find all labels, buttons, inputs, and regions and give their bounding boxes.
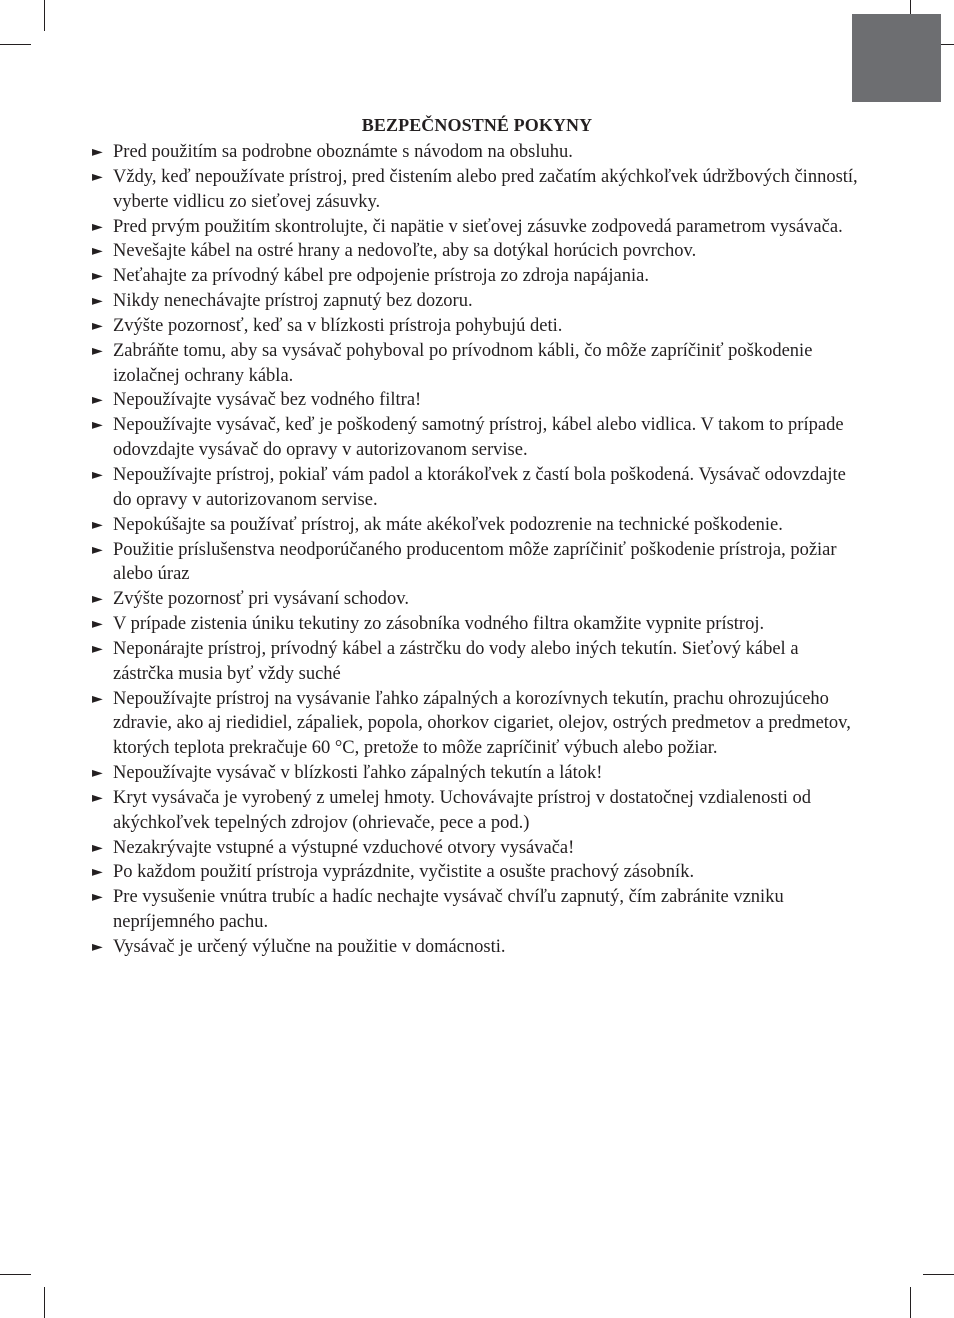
list-item bbox=[92, 463, 862, 513]
list-item bbox=[92, 388, 862, 413]
list-item bbox=[92, 215, 862, 240]
list-item-text: Zvýšte pozornosť, keď sa v blízkosti prístroja pohybujú deti. bbox=[113, 315, 563, 336]
list-item bbox=[92, 165, 862, 215]
list-item bbox=[92, 538, 862, 588]
list-item bbox=[92, 761, 862, 786]
list-item-text: Vysávač je určený výlučne na použitie v domácnosti. bbox=[113, 937, 506, 957]
bullet-arrow-icon: ► bbox=[92, 392, 103, 409]
list-item bbox=[92, 860, 862, 885]
list-item bbox=[92, 314, 862, 339]
list-item bbox=[92, 339, 862, 389]
list-item bbox=[92, 612, 862, 637]
bullet-arrow-icon: ► bbox=[92, 541, 103, 558]
list-item-text: Kryt vysávača je vyrobený z umelej hmoty. Uchovávajte prístroj v dostatočnej vzdialenosti od akýchkoľvek tepelných zdrojov (ohrievače, pece a pod.) bbox=[113, 787, 812, 833]
bullet-arrow-icon: ► bbox=[92, 243, 103, 260]
crop-mark-top-left-horizontal bbox=[0, 44, 31, 45]
language-tab-block bbox=[852, 14, 941, 102]
list-item bbox=[92, 637, 862, 687]
bullet-arrow-icon: ► bbox=[92, 939, 103, 955]
bullet-arrow-icon: ► bbox=[92, 889, 103, 906]
list-item bbox=[92, 264, 862, 289]
bullet-arrow-icon: ► bbox=[92, 342, 103, 359]
bullet-arrow-icon: ► bbox=[92, 591, 103, 608]
list-item-text: Zabráňte tomu, aby sa vysávač pohyboval po prívodnom kábli, čo môže zapríčiniť poškodenie izolačnej ochrany kábla. bbox=[113, 340, 813, 386]
list-item bbox=[92, 239, 862, 264]
crop-mark-top-left-vertical bbox=[44, 0, 45, 31]
bullet-arrow-icon: ► bbox=[92, 293, 103, 310]
bullet-arrow-icon: ► bbox=[92, 616, 103, 633]
list-item bbox=[92, 289, 862, 314]
list-item bbox=[92, 935, 862, 960]
list-item bbox=[92, 687, 862, 762]
crop-mark-bottom-left-vertical bbox=[44, 1287, 45, 1318]
list-item-text: Nepoužívajte vysávač, keď je poškodený samotný prístroj, kábel alebo vidlica. V takom to prípade odovzdajte vysávač do opravy v autorizovanom servise. bbox=[113, 415, 844, 461]
list-item-text: Neťahajte za prívodný kábel pre odpojenie prístroja zo zdroja napájania. bbox=[113, 266, 649, 287]
list-item-text: Nepoužívajte prístroj na vysávanie ľahko zápalných a korozívnych tekutín, prachu ohrozujúceho zdravie, ako aj riedidiel, zápaliek, popola, ohorkov cigariet, olejov, ostrých predmetov a predmetov, ktorých teplota prekračuje 60 °C, pretože to môže zapríčiniť výbuch alebo požiar. bbox=[113, 688, 851, 759]
list-item bbox=[92, 513, 862, 538]
list-item-text: Zvýšte pozornosť pri vysávaní schodov. bbox=[113, 589, 409, 610]
list-item-text: Pre vysušenie vnútra trubíc a hadíc nechajte vysávač chvíľu zapnutý, čím zabránite vzniku nepríjemného pachu. bbox=[113, 887, 784, 933]
bullet-arrow-icon: ► bbox=[92, 765, 103, 782]
bullet-arrow-icon: ► bbox=[92, 268, 103, 285]
list-item-text: Nepoužívajte prístroj, pokiaľ vám padol a ktorákoľvek z častí bola poškodená. Vysávač odovzdajte do opravy v autorizovanom servise. bbox=[113, 464, 846, 510]
crop-mark-bottom-right-horizontal bbox=[923, 1274, 954, 1275]
bullet-arrow-icon: ► bbox=[92, 640, 103, 657]
list-item-text: Nikdy nenechávajte prístroj zapnutý bez dozoru. bbox=[113, 291, 473, 312]
list-item-text: V prípade zistenia úniku tekutiny zo zásobníka vodného filtra okamžite vypnite prístroj. bbox=[113, 614, 765, 635]
bullet-arrow-icon: ► bbox=[92, 690, 103, 707]
list-item-text: Nepokúšajte sa používať prístroj, ak máte akékoľvek podozrenie na technické poškodenie. bbox=[113, 514, 783, 535]
crop-mark-bottom-left-horizontal bbox=[0, 1274, 31, 1275]
instruction-list bbox=[92, 140, 862, 960]
list-item-text: Po každom použití prístroja vyprázdnite, vyčistite a osušte prachový zásobník. bbox=[113, 862, 695, 883]
bullet-arrow-icon: ► bbox=[92, 317, 103, 334]
list-item-text: Pred prvým použitím skontrolujte, či napätie v sieťovej zásuvke zodpovedá parametrom vysávača. bbox=[113, 216, 843, 237]
list-item bbox=[92, 786, 862, 836]
bullet-arrow-icon: ► bbox=[92, 144, 103, 160]
list-item bbox=[92, 140, 862, 165]
page-title: BEZPEČNOSTNÉ POKYNY bbox=[361, 115, 593, 135]
list-item-text: Nezakrývajte vstupné a výstupné vzduchové otvory vysávača! bbox=[113, 837, 575, 858]
list-item bbox=[92, 413, 862, 463]
bullet-arrow-icon: ► bbox=[92, 839, 103, 856]
list-item-text: Pred použitím sa podrobne oboznámte s návodom na obsluhu. bbox=[113, 142, 573, 162]
list-item-text: Nevešajte kábel na ostré hrany a nedovoľte, aby sa dotýkal horúcich povrchov. bbox=[113, 241, 697, 262]
bullet-arrow-icon: ► bbox=[92, 516, 103, 533]
list-item-text: Neponárajte prístroj, prívodný kábel a zástrčku do vody alebo iných tekutín. Sieťový kábel a zástrčka musia byť vždy suché bbox=[113, 638, 799, 684]
list-item-text: Vždy, keď nepoužívate prístroj, pred čistením alebo pred začatím akýchkoľvek údržbových činností, vyberte vidlicu zo sieťovej zásuvky. bbox=[113, 166, 858, 212]
safety-instructions-section bbox=[92, 113, 862, 960]
list-item-text: Použitie príslušenstva neodporúčaného producentom môže zapríčiniť poškodenie prístroja, požiar alebo úraz bbox=[113, 539, 837, 585]
bullet-arrow-icon: ► bbox=[92, 218, 103, 235]
list-item bbox=[92, 885, 862, 935]
bullet-arrow-icon: ► bbox=[92, 417, 103, 434]
bullet-arrow-icon: ► bbox=[92, 466, 103, 483]
bullet-arrow-icon: ► bbox=[92, 864, 103, 881]
bullet-arrow-icon: ► bbox=[92, 789, 103, 806]
list-item bbox=[92, 587, 862, 612]
list-item bbox=[92, 836, 862, 861]
list-item-text: Nepoužívajte vysávač bez vodného filtra! bbox=[113, 390, 422, 411]
bullet-arrow-icon: ► bbox=[92, 168, 103, 185]
list-item-text: Nepoužívajte vysávač v blízkosti ľahko zápalných tekutín a látok! bbox=[113, 763, 603, 784]
crop-mark-bottom-right-vertical bbox=[910, 1287, 911, 1318]
